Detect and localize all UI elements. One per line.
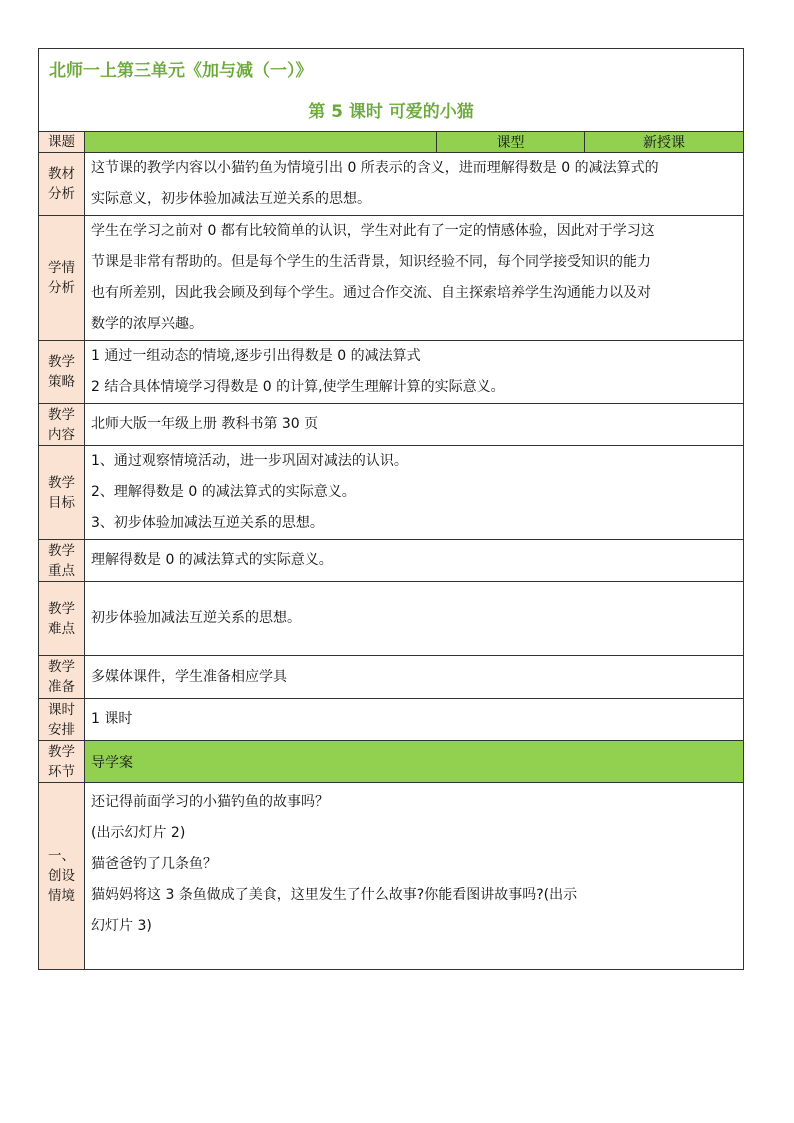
unit-title: 北师一上第三单元《加与减（一）》 — [39, 49, 744, 88]
row-label-difficulty: 教学 难点 — [39, 582, 85, 656]
lesson-plan-table — [38, 48, 744, 970]
row-content-strategy: 1 通过一组动态的情境,逐步引出得数是 0 的减法算式 2 结合具体情境学习得数是 0 的计算,使学生理解计算的实际意义。 — [85, 341, 744, 404]
row-label-keypoint: 教学 重点 — [39, 540, 85, 582]
row-content-difficulty: 初步体验加减法互逆关系的思想。 — [85, 582, 744, 656]
row-content-keypoint: 理解得数是 0 的减法算式的实际意义。 — [85, 540, 744, 582]
lesson-plan-sheet — [38, 48, 743, 970]
row-content-goals: 1、通过观察情境活动，进一步巩固对减法的认识。 2、理解得数是 0 的减法算式的实际意义。 3、初步体验加减法互逆关系的思想。 — [85, 446, 744, 540]
row-label-students: 学情 分析 — [39, 216, 85, 341]
row-label-phase: 教学 环节 — [39, 741, 85, 783]
row-content-prep: 多媒体课件，学生准备相应学具 — [85, 656, 744, 699]
lesson-title: 第 5 课时 可爱的小猫 — [39, 87, 744, 132]
row-content-scene: 还记得前面学习的小猫钓鱼的故事吗？ (出示幻灯片 2) 猫爸爸钓了几条鱼？ 猫妈妈将这 3 条鱼做成了美食，这里发生了什么故事?你能看图讲故事吗?(出示 幻灯片 3) — [85, 783, 744, 970]
row-label-material: 教材 分析 — [39, 153, 85, 216]
course-type-label: 课型 — [437, 132, 585, 153]
row-content-students: 学生在学习之前对 0 都有比较简单的认识，学生对此有了一定的情感体验，因此对于学习这 节课是非常有帮助的。但是每个学生的生活背景，知识经验不同，每个同学接受知识的能力 也有所差别，因此我会顾及到每个学生。通过合作交流、自主探索培养学生沟通能力以及对 数学的浓厚兴趣。 — [85, 216, 744, 341]
course-value — [85, 132, 437, 153]
row-content-hours: 1 课时 — [85, 699, 744, 741]
row-label-content: 教学 内容 — [39, 404, 85, 446]
row-content-content: 北师大版一年级上册 教科书第 30 页 — [85, 404, 744, 446]
row-content-material: 这节课的教学内容以小猫钓鱼为情境引出 0 所表示的含义，进而理解得数是 0 的减法算式的 实际意义，初步体验加减法互逆关系的思想。 — [85, 153, 744, 216]
row-label-scene: 一、 创设 情境 — [39, 783, 85, 970]
course-label: 课题 — [39, 132, 85, 153]
row-content-phase: 导学案 — [85, 741, 744, 783]
row-label-prep: 教学 准备 — [39, 656, 85, 699]
row-label-goals: 教学 目标 — [39, 446, 85, 540]
row-label-strategy: 教学 策略 — [39, 341, 85, 404]
row-label-hours: 课时 安排 — [39, 699, 85, 741]
course-type-value: 新授课 — [585, 132, 744, 153]
